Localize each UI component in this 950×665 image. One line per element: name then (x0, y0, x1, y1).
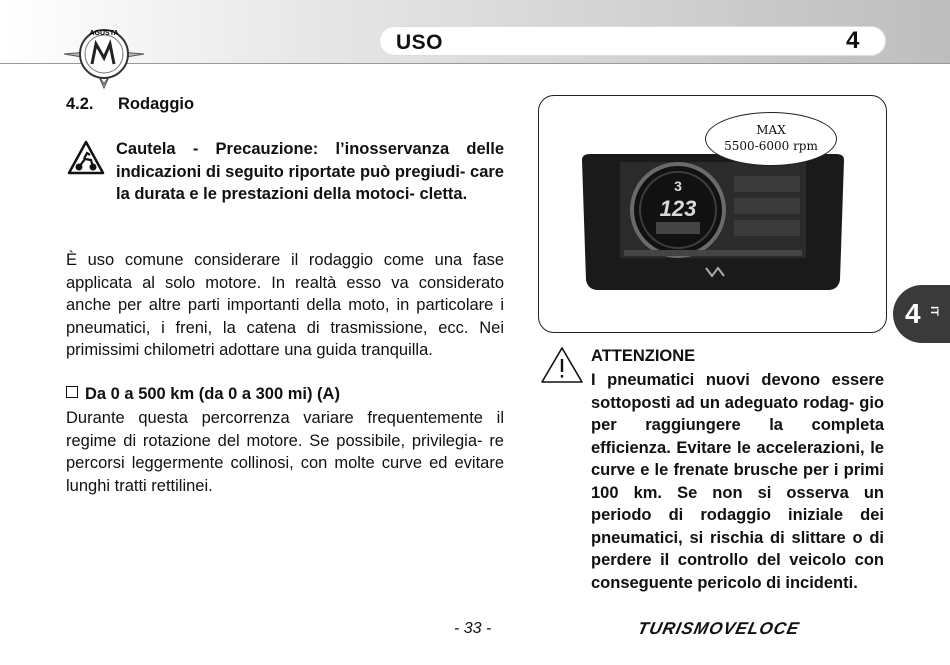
rpm-callout-bubble (705, 112, 837, 166)
caution-text: Cautela - Precauzione: l’inosservanza delle indicazioni di seguito riportate può pregiudi- care la durata e le prestazioni della motoci- cletta. (116, 140, 504, 203)
intro-paragraph: È uso comune considerare il rodaggio come una fase applicata al solo motore. In realtà esso va considerato anche per altre parti importanti della moto, in particolare i pneumatici, i freni, la catena di trasmissione, ecc. Nei primissimi chilometri adottare una guida tranquilla. (66, 251, 504, 359)
subsection-title: Da 0 a 500 km (da 0 a 300 mi) (A) (85, 385, 340, 403)
callout-max-label: MAX (756, 123, 786, 137)
header-title-bar (379, 26, 886, 56)
subsection-heading (66, 385, 340, 404)
chapter-title: USO (396, 31, 444, 54)
side-tab-language: IT (928, 306, 940, 316)
chapter-number: 4 (846, 27, 860, 54)
section-number: 4.2. (66, 95, 94, 113)
warning-title: ATTENZIONE (591, 347, 696, 365)
checkbox-bullet-icon (66, 386, 78, 398)
warning-text: I pneumatici nuovi devono essere sottoposti ad un adeguato rodag- gio per raggiungere la completa efficienza. Evitare le accelerazioni, le curve e le frenate brusche per i primi 100 km. Se non si osserva un periodo di rodaggio iniziale dei pneumatici, si rischia di slittare o di perdere il controllo del veicolo con conseguente pericolo di incidenti. (591, 371, 884, 592)
callout-rpm-range: 5500-6000 rpm (724, 139, 818, 153)
chapter-side-tab (893, 285, 950, 343)
warning-triangle-icon (540, 346, 584, 384)
subsection-text: Durante questa percorrenza variare frequentemente il regime di rotazione del motore. Se possibile, privilegia- re percorsi leggermente collinosi, con molte curve ed evitare lunghi tratti rettilinei. (66, 409, 504, 495)
brand-wordmark: TURISMOVELOCE (636, 619, 802, 638)
section-title: Rodaggio (118, 95, 195, 113)
display-gear: 3 (674, 178, 682, 194)
logo-text: AGUSTA (89, 30, 119, 37)
side-tab-number: 4 (905, 298, 921, 329)
page-number: - 33 - (454, 620, 492, 637)
mv-agusta-logo (58, 18, 150, 90)
section-heading (66, 95, 194, 114)
instrument-display-image (578, 152, 848, 292)
display-speed: 123 (659, 196, 697, 221)
motorcycle-warning-icon (67, 140, 105, 176)
